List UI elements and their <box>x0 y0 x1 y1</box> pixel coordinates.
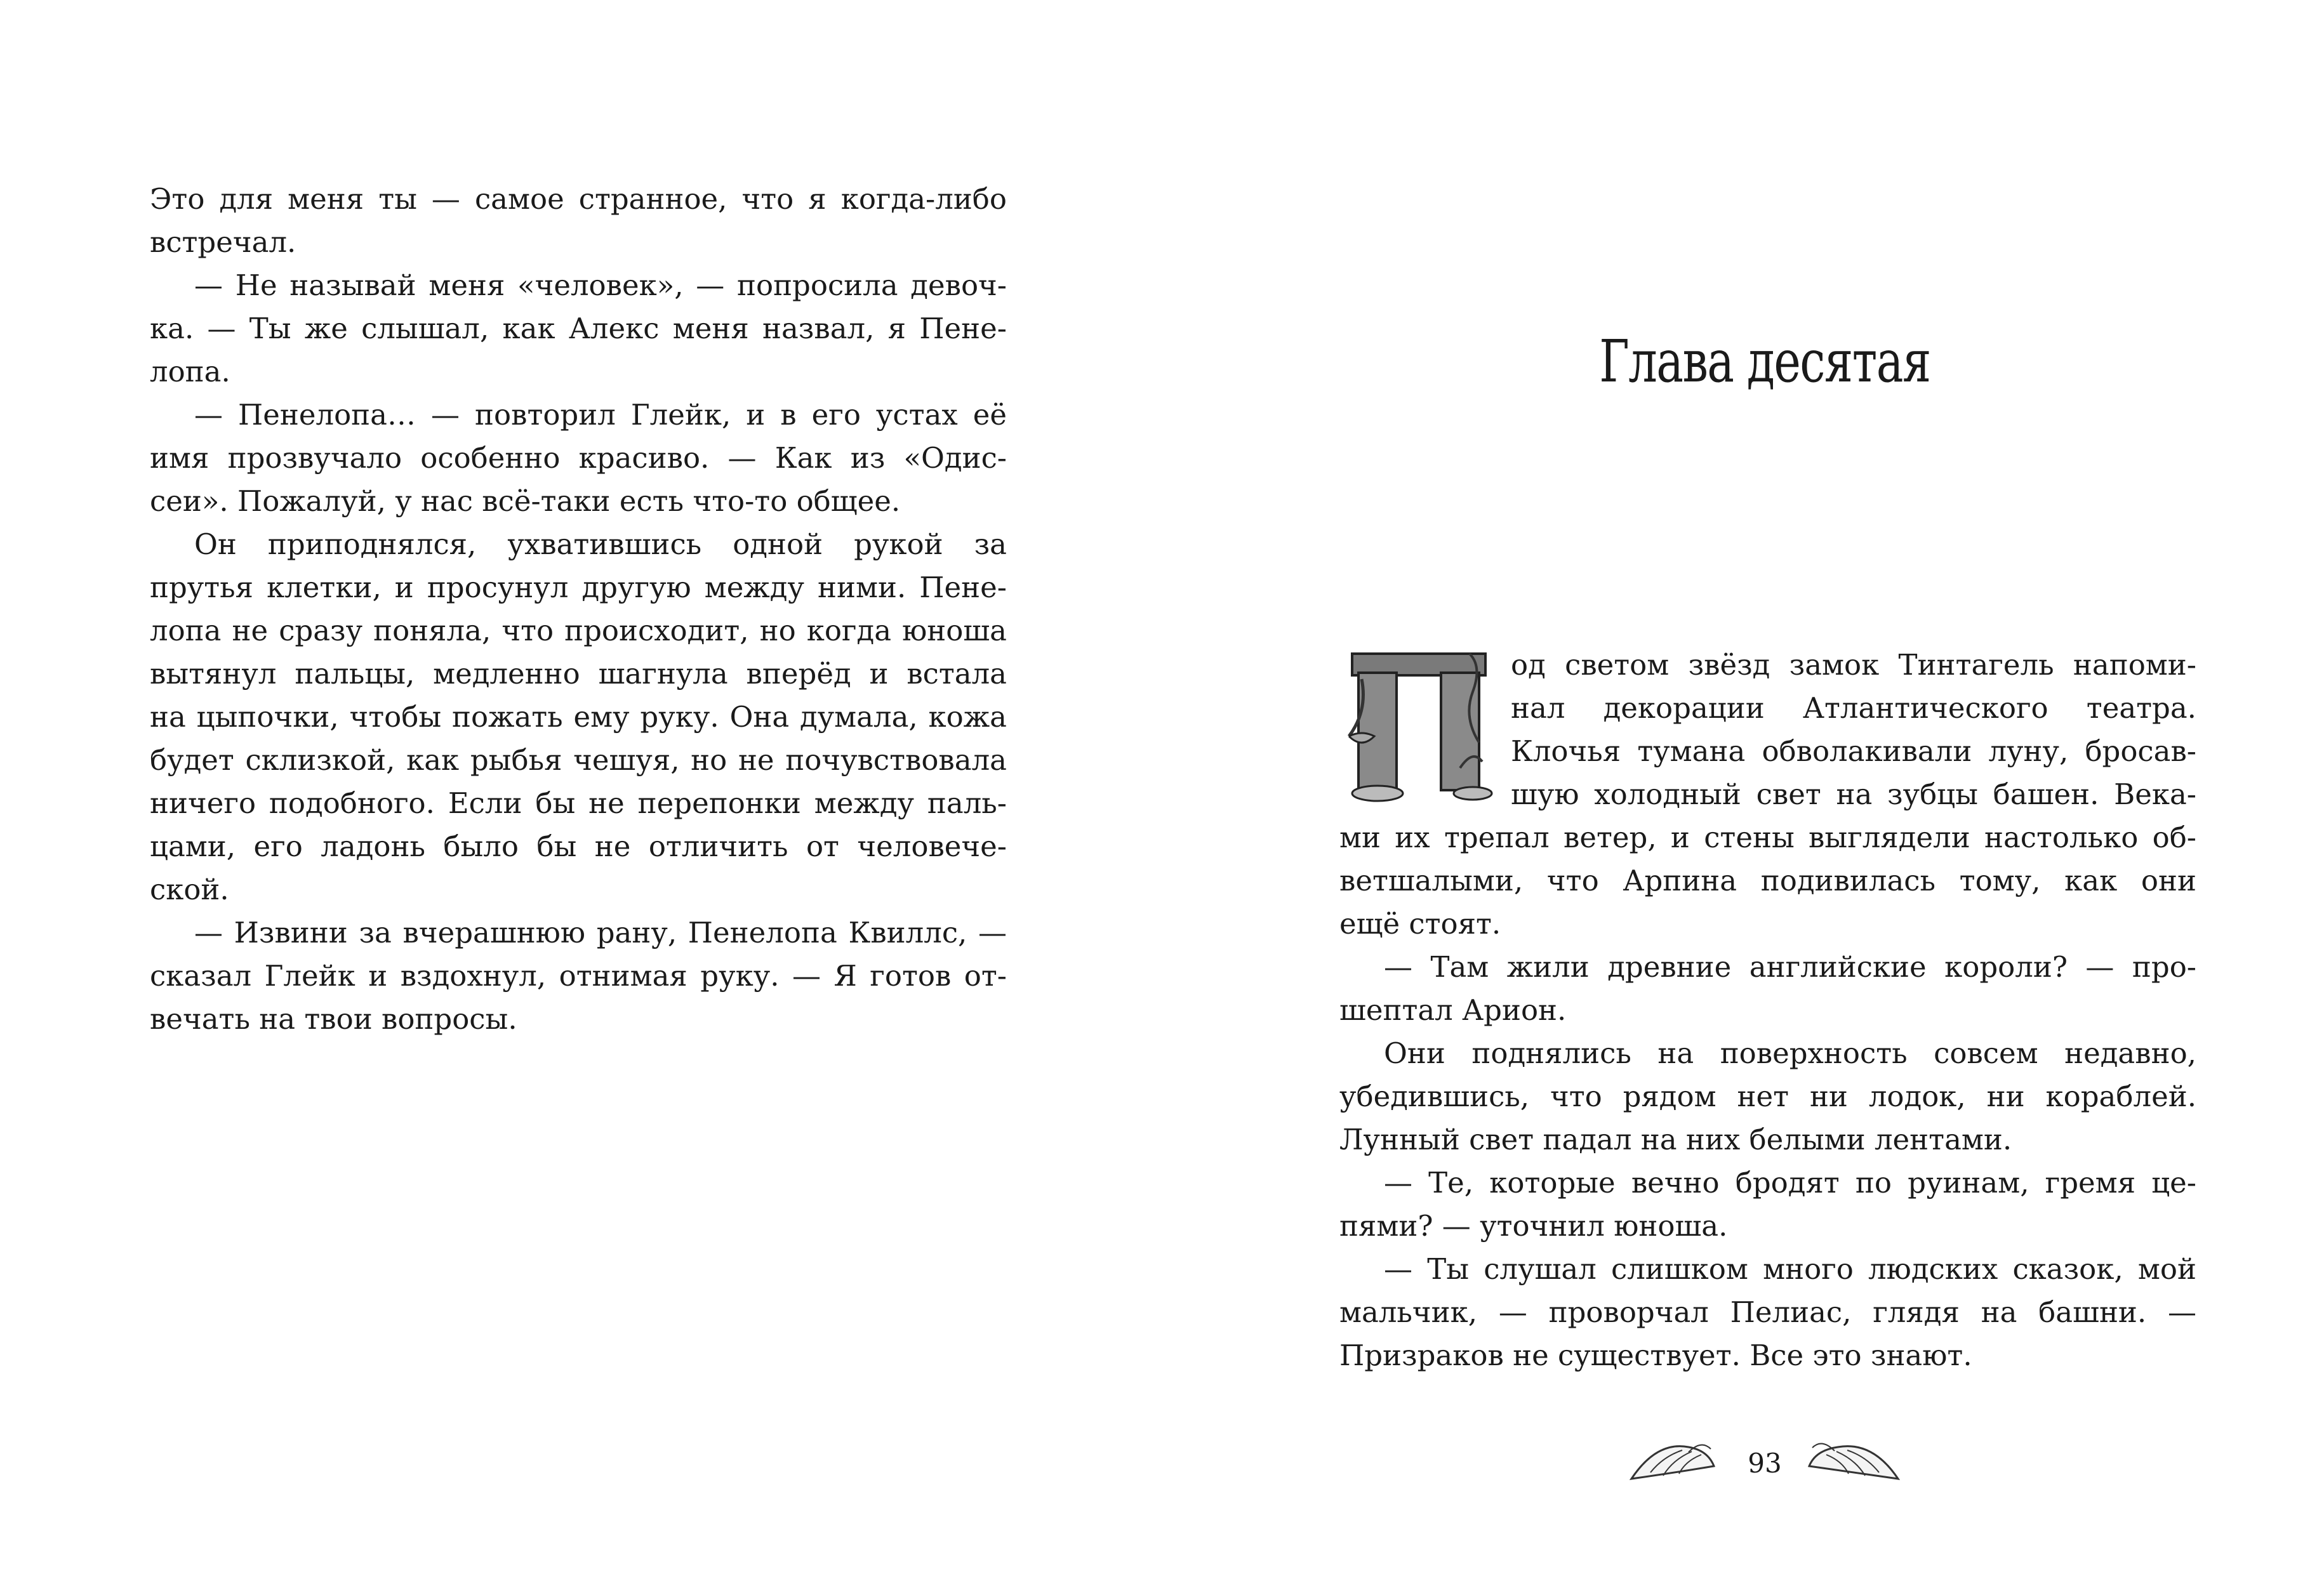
text-line: шептал Арион. <box>1339 993 1567 1027</box>
text-line: сказал Глейк и вздохнул, отнимая руку. — Я готов от- <box>150 959 1007 993</box>
text-line: — Пенелопа… — повторил Глейк, и в его устах её <box>194 398 1007 432</box>
text-line: вечать на твои вопросы. <box>150 1002 517 1036</box>
text-line: шую холодный свет на зубцы башен. Века- <box>1511 777 2196 811</box>
text-line: од светом звёзд замок Тинтагель напоми- <box>1511 648 2196 682</box>
text-line: — Ты слушал слишком много людских сказок, мой <box>1384 1252 2196 1286</box>
left-page-text <box>150 178 1007 1041</box>
text-line: — Не называй меня «человек», — попросила девоч- <box>194 268 1007 302</box>
text-line: вытянул пальцы, медленно шагнула вперёд и встала <box>150 657 1007 691</box>
text-line: ничего подобного. Если бы не перепонки между паль- <box>150 786 1007 820</box>
text-line: мальчик, — проворчал Пелиас, глядя на башни. — <box>1339 1295 2196 1329</box>
text-line: лопа не сразу поняла, что происходит, но когда юноша <box>150 614 1007 647</box>
chapter-title: Глава десятая <box>1599 327 1930 395</box>
text-line: Они поднялись на поверхность совсем недавно, <box>1384 1036 2196 1070</box>
text-line: — Там жили древние английские короли? — про- <box>1384 950 2196 984</box>
text-line: ми их трепал ветер, и стены выглядели настолько об- <box>1339 821 2196 854</box>
text-line: — Извини за вчерашнюю рану, Пенелопа Квиллс, — <box>194 916 1007 949</box>
text-line: ещё стоят. <box>1339 907 1501 941</box>
text-line: встречал. <box>150 225 296 259</box>
text-line: Клочья тумана обволакивали луну, бросав- <box>1511 734 2196 768</box>
text-line: ветшалыми, что Арпина подивилась тому, как они <box>1339 864 2196 897</box>
text-line: ской. <box>150 873 229 906</box>
text-line: Это для меня ты — самое странное, что я когда-либо <box>150 182 1007 216</box>
page-footer <box>1625 1422 1904 1498</box>
text-line: ка. — Ты же слышал, как Алекс меня назвал, я Пене- <box>150 312 1007 345</box>
text-line: лопа. <box>150 355 230 388</box>
text-line: — Те, которые вечно бродят по руинам, гремя це- <box>1384 1166 2196 1200</box>
text-line: будет склизкой, как рыбья чешуя, но не почувствовала <box>150 743 1007 777</box>
text-line: на цыпочки, чтобы пожать ему руку. Она думала, кожа <box>150 700 1007 734</box>
text-line: нал декорации Атлантического театра. <box>1511 691 2196 725</box>
text-line: цами, его ладонь было бы не отличить от человече- <box>150 830 1007 863</box>
text-line: убедившись, что рядом нет ни лодок, ни кораблей. <box>1339 1080 2196 1113</box>
right-page-text <box>1339 644 2196 1377</box>
text-line: Он приподнялся, ухватившись одной рукой за <box>194 527 1007 561</box>
text-line: пями? — уточнил юноша. <box>1339 1209 1728 1243</box>
page-number: 93 <box>1748 1448 1782 1479</box>
text-line: имя прозвучало особенно красиво. — Как из «Одис- <box>150 441 1007 475</box>
text-line: Лунный свет падал на них белыми лентами. <box>1339 1123 2012 1156</box>
shell-ornament-icon <box>1796 1434 1904 1491</box>
text-line: прутья клетки, и просунул другую между ними. Пене- <box>150 571 1007 604</box>
text-line: Призраков не существует. Все это знают. <box>1339 1339 1972 1372</box>
text-line: сеи». Пожалуй, у нас всё-таки есть что-то общее. <box>150 484 901 518</box>
